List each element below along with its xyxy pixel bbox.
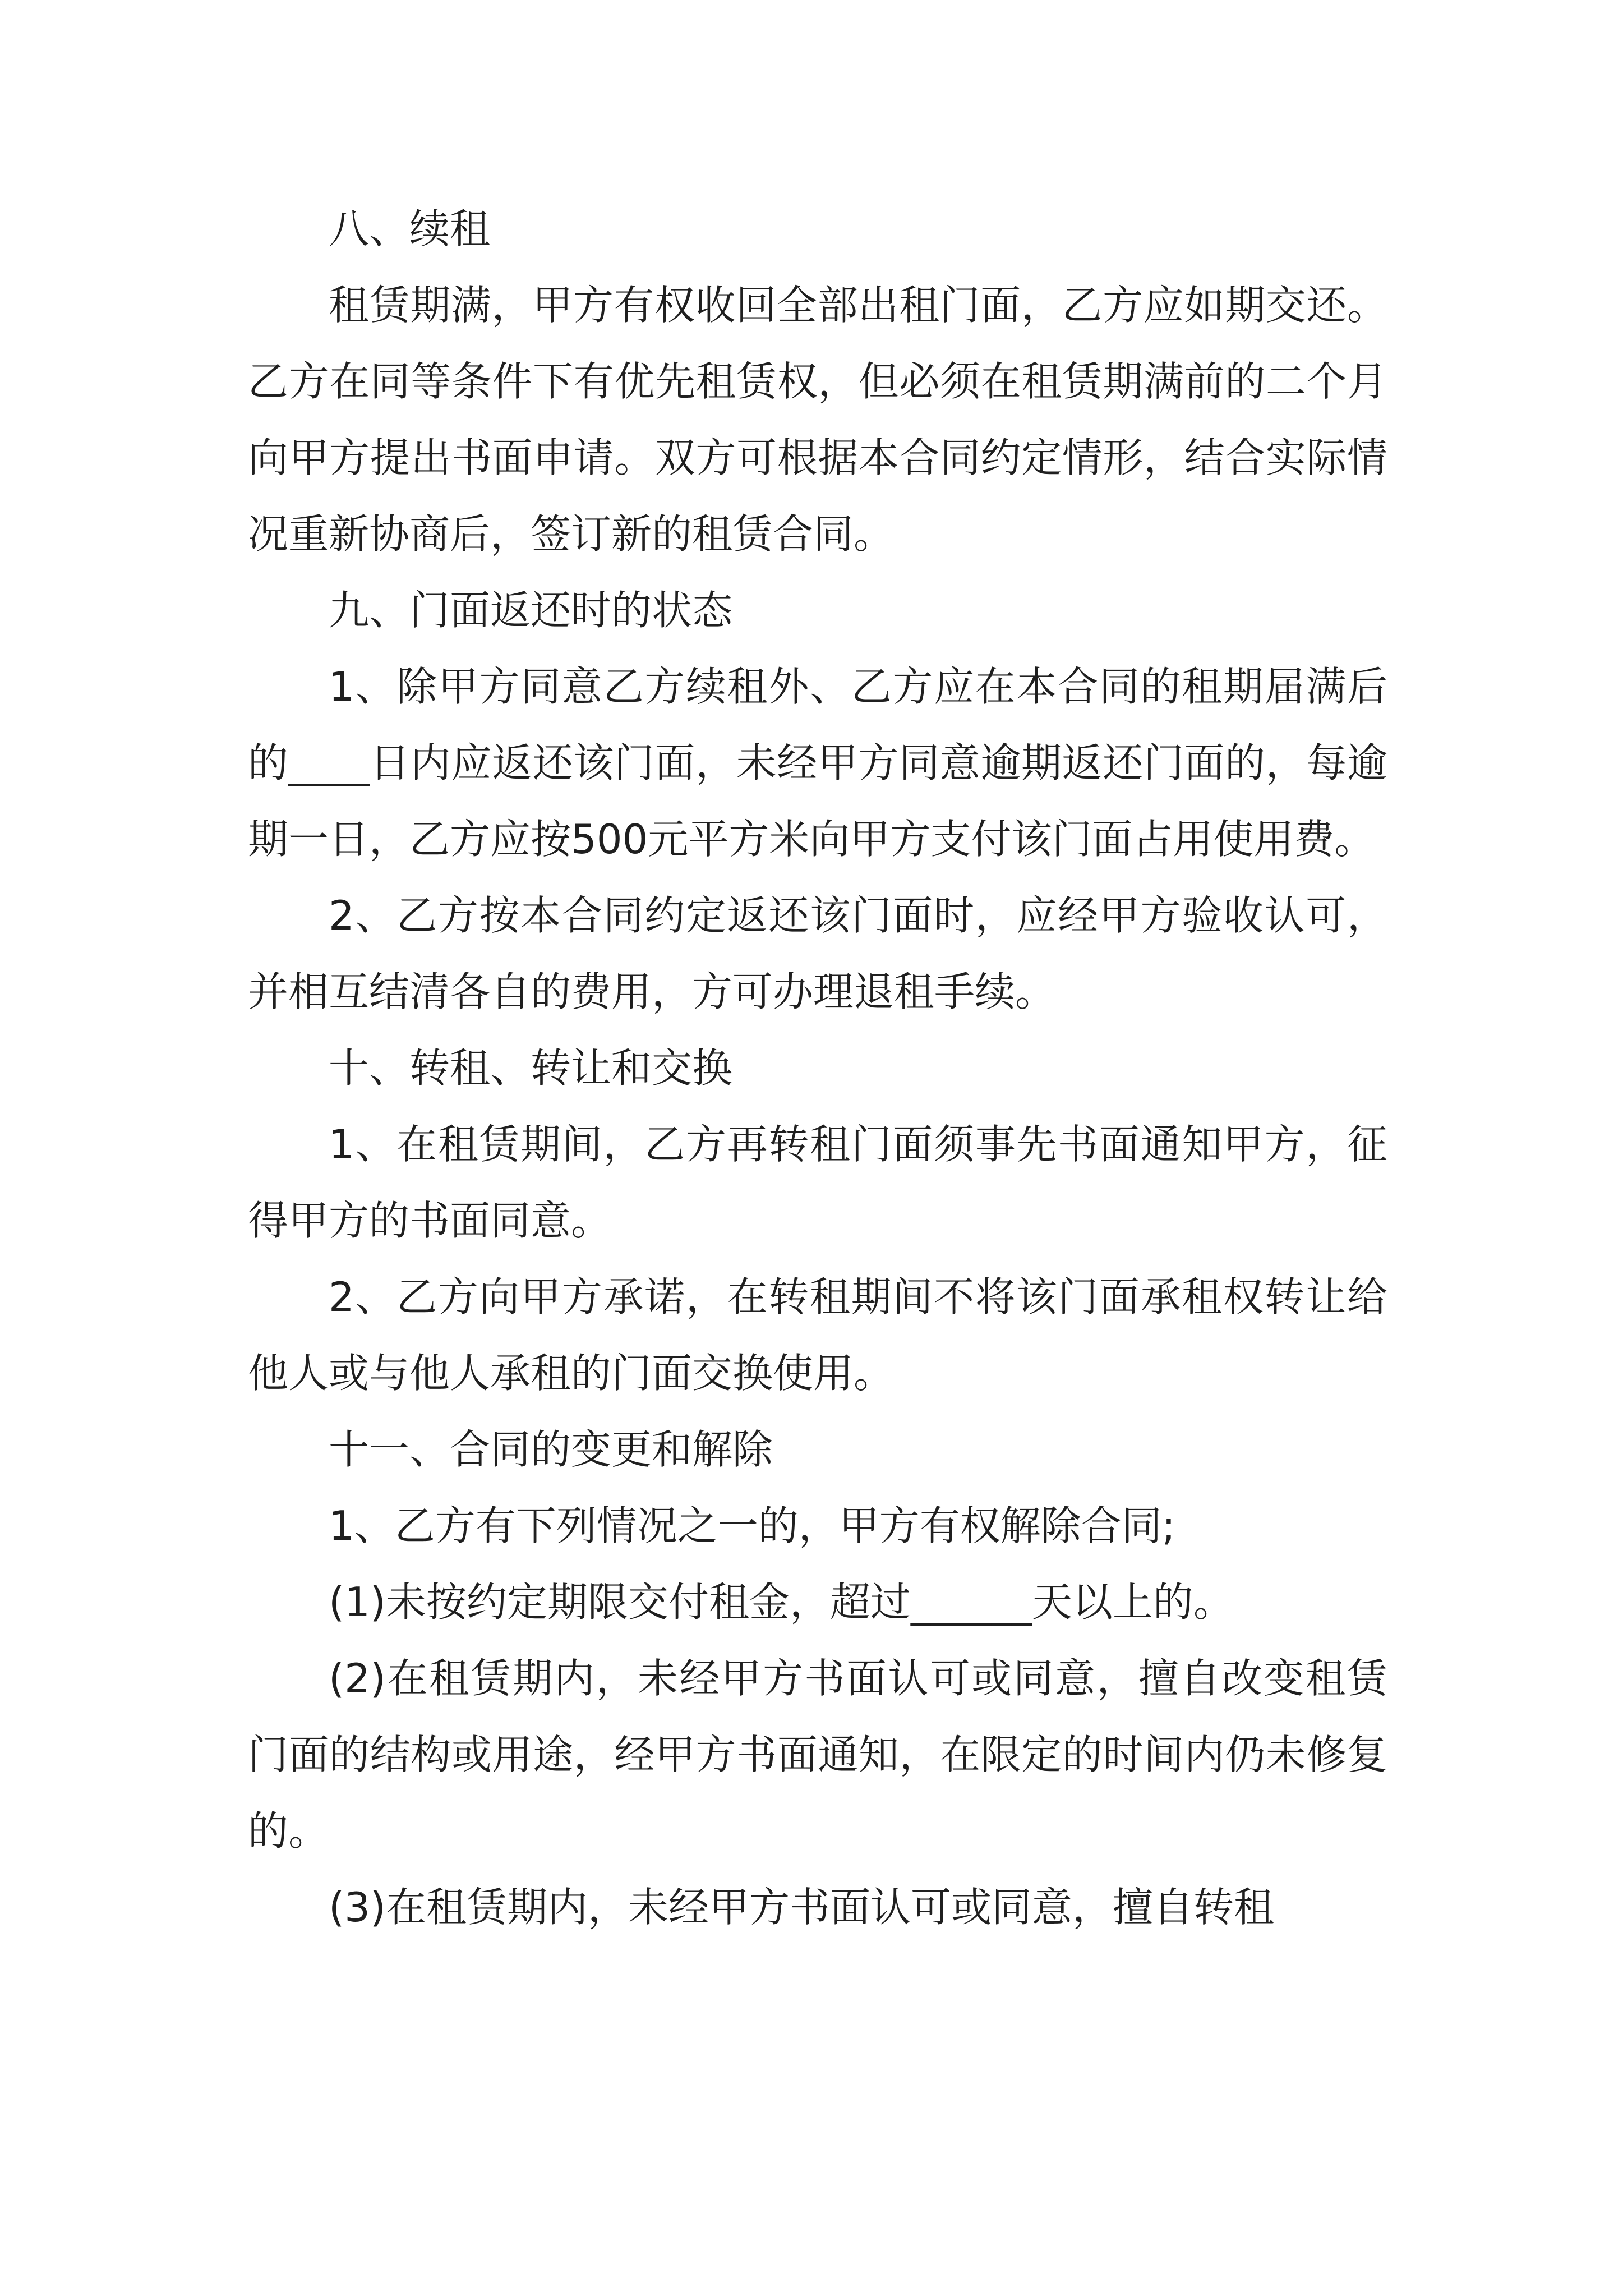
paragraph-return-clause-1: 1、除甲方同意乙方续租外、乙方应在本合同的租期届满后的____日内应返还该门面，未经甲方同意逾期返还门面的，每逾期一日，乙方应按500元平方米向甲方支付该门面占用使用费。 — [248, 663, 1387, 863]
paragraph-sublease-clause-1: 1、在租赁期间，乙方再转租门面须事先书面通知甲方，征得甲方的书面同意。 — [248, 1121, 1387, 1244]
document-body — [248, 191, 1387, 1945]
paragraph-termination-intro: 1、乙方有下列情况之一的，甲方有权解除合同; — [329, 1502, 1176, 1549]
section-heading-renewal: 八、续租 — [329, 205, 491, 252]
paragraph-termination-item-1: (1)未按约定期限交付租金，超过______天以上的。 — [329, 1579, 1234, 1626]
section-heading-contract-change: 十一、合同的变更和解除 — [329, 1426, 773, 1473]
section-heading-return-state: 九、门面返还时的状态 — [329, 587, 733, 634]
section-heading-sublease: 十、转租、转让和交换 — [329, 1045, 733, 1092]
paragraph-sublease-clause-2: 2、乙方向甲方承诺，在转租期间不将该门面承租权转让给他人或与他人承租的门面交换使用。 — [248, 1273, 1387, 1397]
paragraph-termination-item-2: (2)在租赁期内，未经甲方书面认可或同意，擅自改变租赁门面的结构或用途，经甲方书面通知，在限定的时间内仍未修复的。 — [248, 1655, 1387, 1855]
paragraph-renewal-terms: 租赁期满，甲方有权收回全部出租门面，乙方应如期交还。乙方在同等条件下有优先租赁权，但必须在租赁期满前的二个月向甲方提出书面申请。双方可根据本合同约定情形，结合实际情况重新协商后，签订新的租赁合同。 — [248, 282, 1387, 558]
paragraph-termination-item-3: (3)在租赁期内，未经甲方书面认可或同意，擅自转租 — [329, 1884, 1274, 1931]
paragraph-return-clause-2: 2、乙方按本合同约定返还该门面时，应经甲方验收认可，并相互结清各自的费用，方可办理退租手续。 — [248, 892, 1387, 1015]
